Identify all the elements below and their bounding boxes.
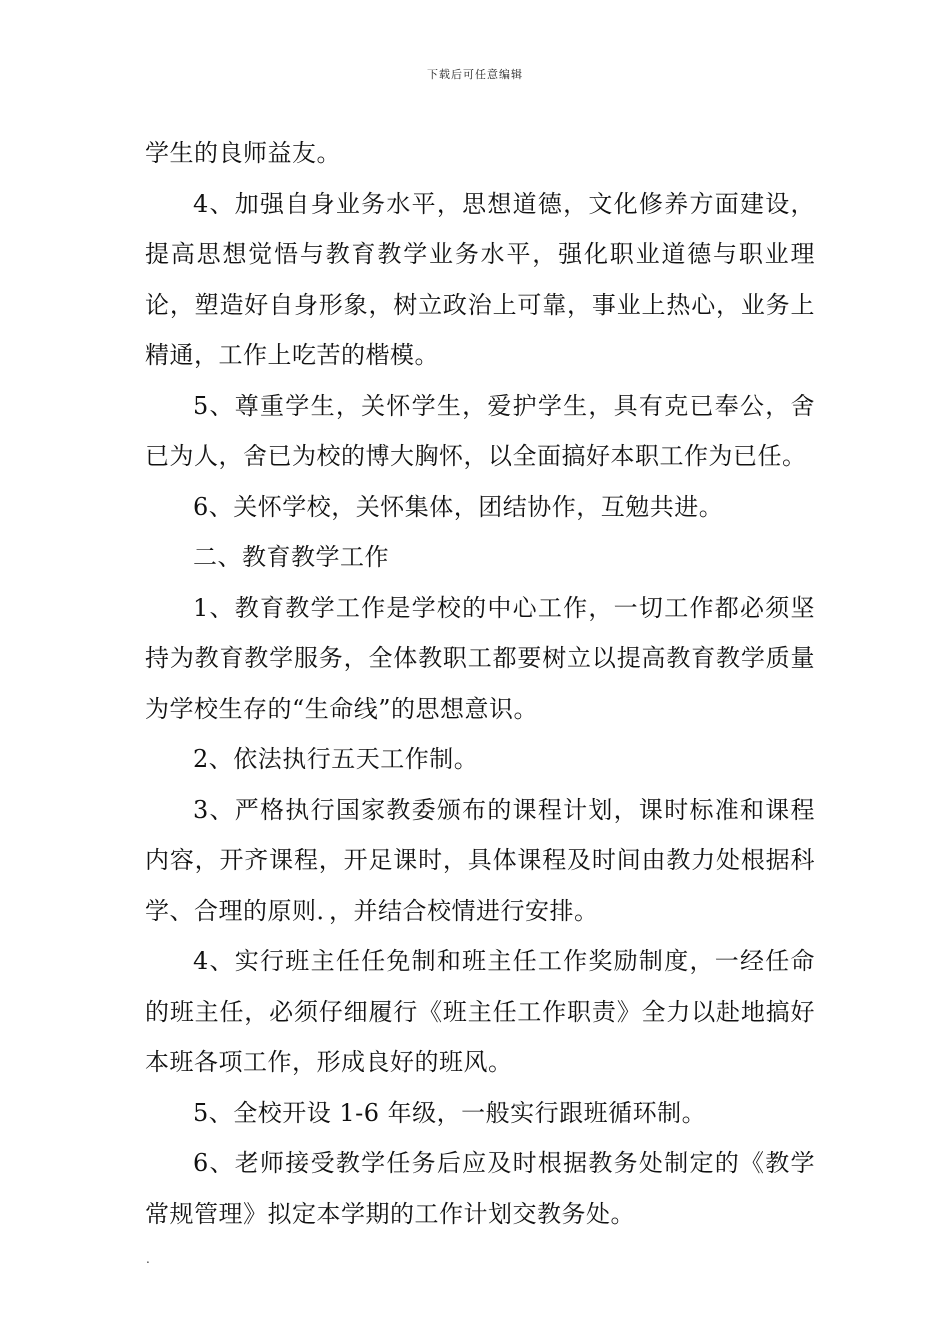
paragraph: 4、加强自身业务水平，思想道德，文化修养方面建设，提高思想觉悟与教育教学业务水平，强化职业道德与职业理论，塑造好自身形象，树立政治上可靠，事业上热心，业务上精通，工作上吃苦的楷模。	[145, 189, 815, 369]
paragraph: 2、依法执行五天工作制。	[193, 745, 479, 773]
paragraph: 1、教育教学工作是学校的中心工作，一切工作都必须坚持为教育教学服务，全体教职工都要树立以提高教育教学质量为学校生存的“生命线”的思想意识。	[145, 593, 815, 723]
paragraph: 学生的良师益友。	[145, 139, 341, 167]
paragraph: 5、全校开设 1-6 年级，一般实行跟班循环制。	[193, 1098, 707, 1127]
paragraph: 3、严格执行国家教委颁布的课程计划，课时标准和课程内容，开齐课程，开足课时，具体课程及时间由教力处根据科学、合理的原则．，并结合校情进行安排。	[145, 795, 815, 925]
paragraph: 5、尊重学生，关怀学生，爱护学生，具有克已奉公，舍已为人，舍已为校的博大胸怀，以全面搞好本职工作为已任。	[145, 391, 815, 470]
page-header: 下载后可任意编辑	[427, 68, 523, 81]
document-body	[145, 128, 815, 1239]
footer-mark: .	[146, 1252, 150, 1266]
paragraph: 6、关怀学校，关怀集体，团结协作，互勉共进。	[193, 492, 724, 521]
paragraph: 6、老师接受教学任务后应及时根据教务处制定的《教学常规管理》拟定本学期的工作计划交教务处。	[145, 1149, 815, 1228]
paragraph: 4、实行班主任任免制和班主任工作奖励制度，一经任命的班主任，必须仔细履行《班主任工作职责》全力以赴地搞好本班各项工作，形成良好的班风。	[145, 947, 815, 1076]
section-heading: 二、教育教学工作	[193, 543, 389, 571]
